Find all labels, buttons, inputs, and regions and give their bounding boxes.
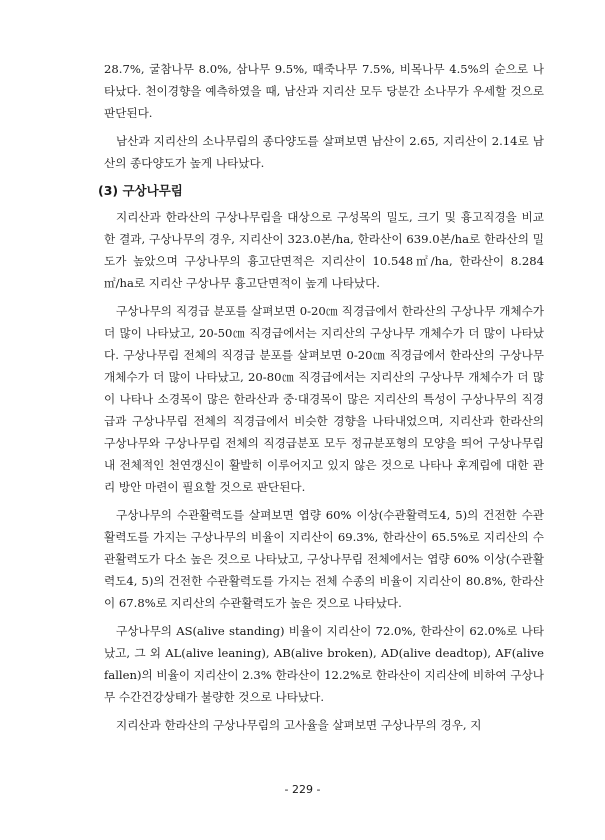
section-heading: (3) 구상나무림 bbox=[98, 183, 183, 198]
paragraph-continuation: 28.7%, 굴참나무 8.0%, 삼나무 9.5%, 때죽나무 7.5%, 비목나무 4.5%의 순으로 나타났다. 천이경향을 예측하였을 때, 남산과 지리산 모두 당분간 소나무가 우세할 것으로 판단된다. bbox=[104, 62, 544, 120]
paragraph-diameter-distribution: 구상나무의 직경급 분포를 살펴보면 0-20㎝ 직경급에서 한라산의 구상나무 개체수가 더 많이 나타났고, 20-50㎝ 직경급에서는 지리산의 구상나무 개체수가 더 많이 나타났다. 구상나무림 전체의 직경급 분포를 살펴보면 0-20㎝ 직경급에서 한라산의 구상나무 개체수가 더 많이 나타났고, 20-80㎝ 직경급에서는 지리산의 구상나무 개체수가 더 많이 나타나 소경목이 많은 한라산과 중·대경목이 많은 지리산의 특성이 구상나무의 직경급과 구상나무림 전체의 직경급에서 비슷한 경향을 나타내었으며, 지리산과 한라산의 구상나무와 구상나무림 전체의 직경급분포 모두 정규분포형의 모양을 띄어 구상나무림 내 전체적인 천연갱신이 활발히 이루어지고 있지 않은 것으로 나타나 후계림에 대한 관리 방안 마련이 필요할 것으로 판단된다. bbox=[104, 304, 544, 494]
paragraph-density-comparison: 지리산과 한라산의 구상나무림을 대상으로 구성목의 밀도, 크기 및 흉고직경을 비교한 결과, 구상나무의 경우, 지리산이 323.0본/ha, 한라산이 639.0본/ha로 한라산의 밀도가 높았으며 구상나무의 흉고단면적은 지리산이 10.548㎡/ha, 한라산이 8.284㎡/ha로 지리산 구상나무 흉고단면적이 높게 나타났다. bbox=[104, 210, 544, 290]
paragraph-mortality: 지리산과 한라산의 구상나무림의 고사율을 살펴보면 구상나무의 경우, 지 bbox=[116, 718, 482, 732]
page-number: - 229 - bbox=[284, 783, 321, 796]
paragraph-crown-vitality: 구상나무의 수관활력도를 살펴보면 엽량 60% 이상(수관활력도4, 5)의 건전한 수관활력도를 가지는 구상나무의 비율이 지리산이 69.3%, 한라산이 65.5%로 지리산의 수관활력도가 다소 높은 것으로 나타났고, 구상나무림 전체에서는 엽량 60% 이상(수관활력도4, 5)의 건전한 수관활력도를 가지는 전체 수종의 비율이 지리산이 80.8%, 한라산이 67.8%로 지리산의 수관활력도가 높은 것으로 나타났다. bbox=[104, 508, 544, 610]
page-body bbox=[98, 58, 544, 742]
paragraph-species-diversity: 남산과 지리산의 소나무림의 종다양도를 살펴보면 남산이 2.65, 지리산이 2.14로 남산의 종다양도가 높게 나타났다. bbox=[104, 134, 544, 170]
paragraph-stem-health: 구상나무의 AS(alive standing) 비율이 지리산이 72.0%, 한라산이 62.0%로 나타났고, 그 외 AL(alive leaning), AB(alive broken), AD(alive deadtop), AF(alive fallen)의 비율이 지리산이 2.3% 한라산이 12.2%로 한라산이 지리산에 비하여 구상나무 수간건강상태가 불량한 것으로 나타났다. bbox=[104, 624, 544, 704]
